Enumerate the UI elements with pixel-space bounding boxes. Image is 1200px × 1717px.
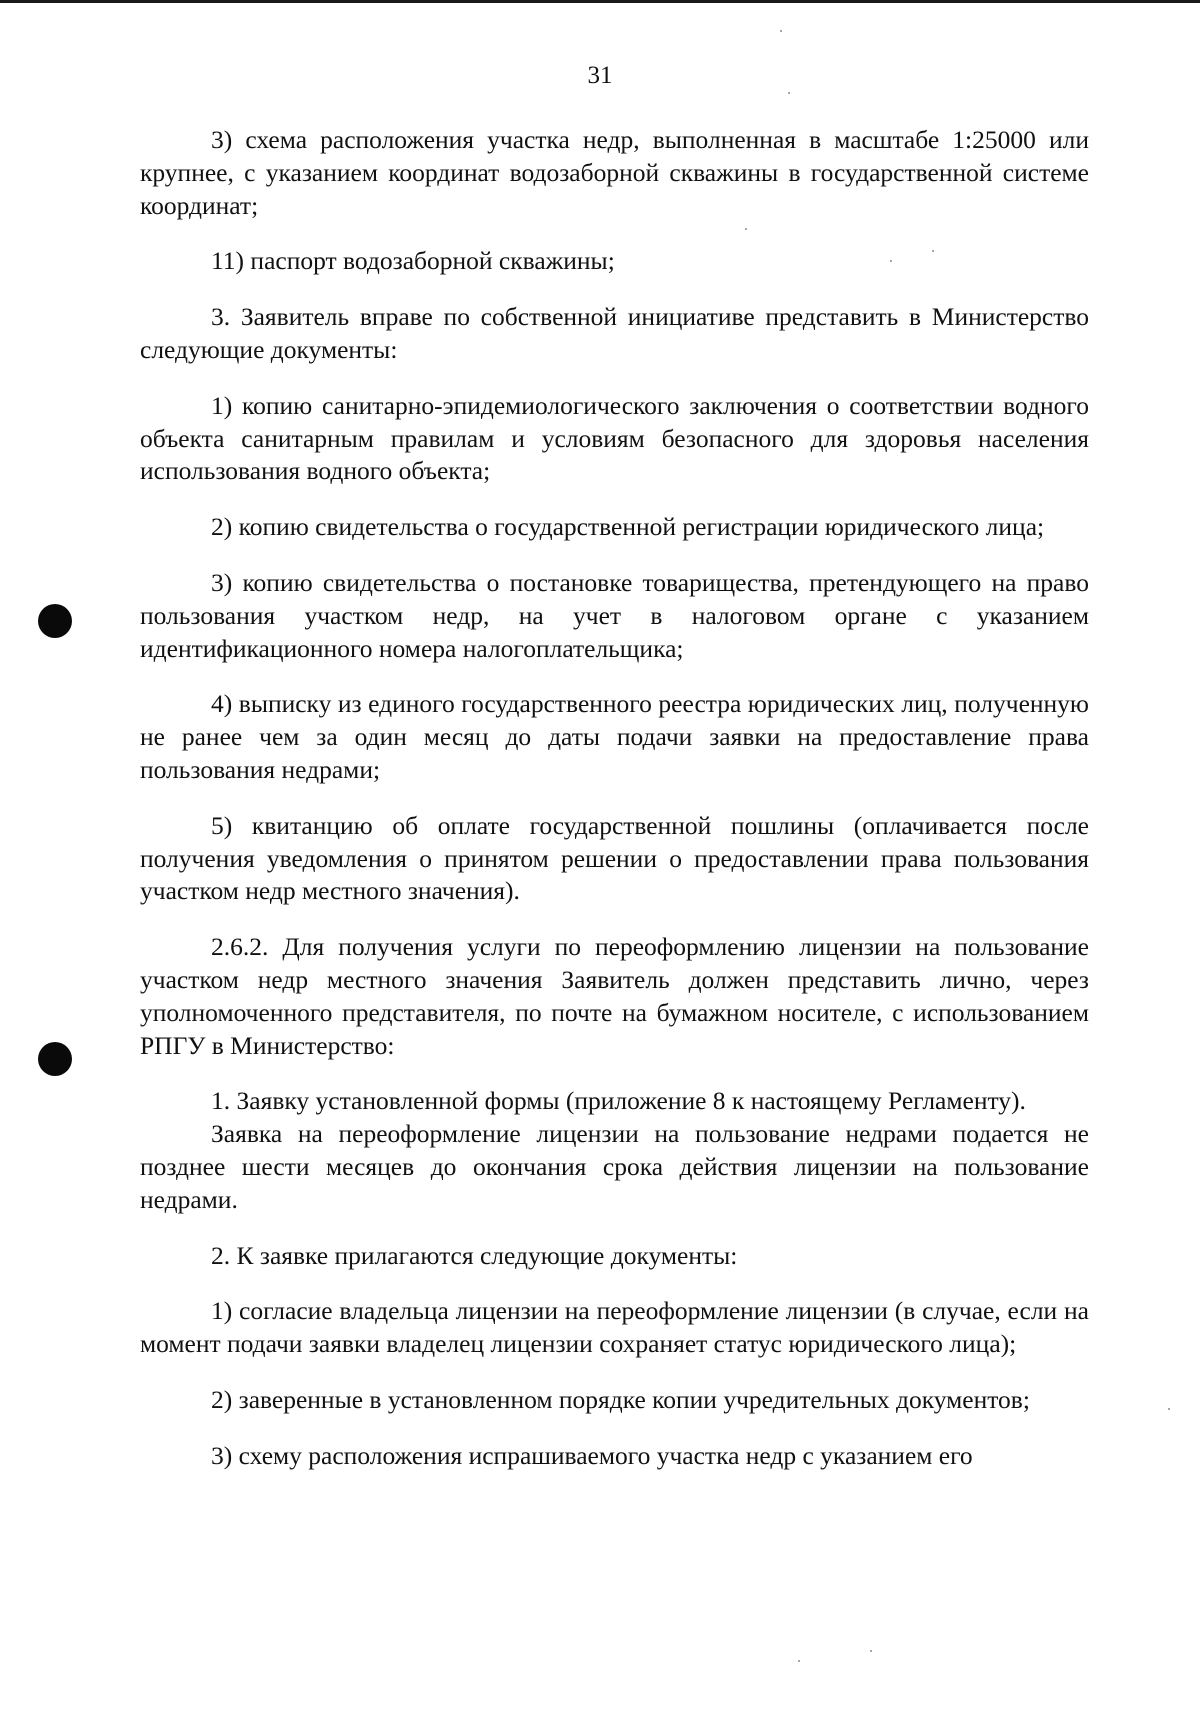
paragraph-8: 5) квитанцию об оплате государственной пошлины (оплачивается после получения уведомления о принятом решении о предоставлении права пользования участком недр местного значения).	[140, 810, 1089, 906]
punch-hole-upper	[38, 604, 72, 638]
paragraph-14: 2) заверенные в установленном порядке копии учредительных документов;	[211, 1384, 1030, 1414]
paragraph-4: 1) копию санитарно-эпидемиологического заключения о соответствии водного объекта санитарным правилам и условиям безопасного для здоровья населения использования водного объекта;	[140, 390, 1089, 486]
paragraph-15: 3) схему расположения испрашиваемого участка недр с указанием его	[211, 1440, 973, 1470]
paragraph-9: 2.6.2. Для получения услуги по переоформлению лицензии на пользование участком недр местного значения Заявитель должен представить лично, через уполномоченного представителя, по почте на бумажном носителе, с использованием РПГУ в Министерство:	[140, 932, 1089, 1060]
paragraph-3: 3. Заявитель вправе по собственной инициативе представить в Министерство следующие документы:	[140, 302, 1089, 364]
scan-top-edge	[0, 0, 1200, 3]
scan-speck	[1168, 1408, 1170, 1410]
paragraph-13: 1) согласие владельца лицензии на переоформление лицензии (в случае, если на момент подачи заявки владелец лицензии сохраняет статус юридического лица);	[140, 1296, 1089, 1359]
scan-speck	[932, 250, 934, 252]
scan-speck	[870, 1650, 872, 1652]
paragraph-10: 1. Заявку установленной формы (приложение 8 к настоящему Регламенту).	[211, 1086, 1026, 1116]
paragraph-2: 11) паспорт водозаборной скважины;	[211, 246, 615, 276]
scan-speck	[890, 260, 892, 262]
paragraph-12: 2. К заявке прилагаются следующие документы:	[211, 1240, 738, 1270]
page-number: 31	[587, 62, 613, 89]
paragraph-7: 4) выписку из единого государственного реестра юридических лиц, полученную не ранее чем за один месяц до даты подачи заявки на предоставление права пользования недрами;	[140, 689, 1089, 784]
scan-speck	[798, 1660, 800, 1662]
paragraph-5: 2) копию свидетельства о государственной регистрации юридического лица;	[211, 512, 1045, 542]
paragraph-1: 3) схема расположения участка недр, выполненная в масштабе 1:25000 или крупнее, с указанием координат водозаборной скважины в государственной системе координат;	[140, 125, 1089, 220]
paragraph-6: 3) копию свидетельства о постановке товарищества, претендующего на право пользования участком недр, на учет в налоговом органе с указанием идентификационного номера налогоплательщика;	[140, 567, 1089, 663]
punch-hole-lower	[38, 1042, 72, 1076]
scan-speck	[780, 30, 782, 32]
scan-speck	[788, 92, 790, 94]
paragraph-11: Заявка на переоформление лицензии на пользование недрами подается не позднее шести месяцев до окончания срока действия лицензии на пользование недрами.	[140, 1119, 1089, 1214]
document-body	[140, 124, 1089, 1496]
scan-speck	[745, 228, 747, 230]
